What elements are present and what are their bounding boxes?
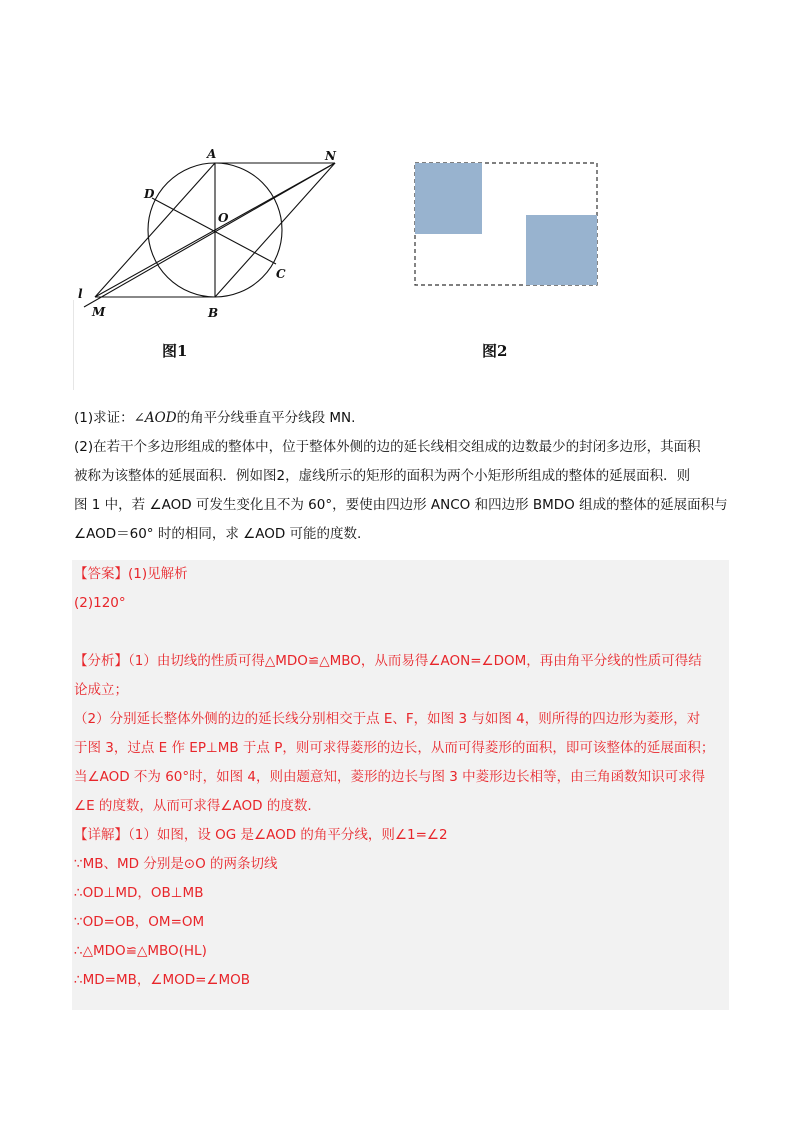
detail-line-2: ∵MB、MD 分别是⊙O 的两条切线: [74, 856, 278, 872]
label-c: C: [276, 267, 286, 281]
q1-suffix: 的角平分线垂直平分线段 MN.: [176, 410, 356, 426]
analysis-line-4: 于图 3，过点 E 作 EP⊥MB 于点 P，则可求得菱形的边长，从而可得菱形的面积，即可该整体的延展面积；: [74, 740, 715, 756]
label-a: A: [207, 147, 217, 161]
analysis-line-1: 【分析】（1）由切线的性质可得△MDO≌△MBO，从而易得∠AON=∠DOM，再由角平分线的性质可得结: [74, 653, 702, 669]
figure-1-caption: 图1: [162, 342, 188, 360]
square-bottom-right: [526, 215, 597, 285]
label-m: M: [92, 305, 106, 319]
detail-line-4: ∵OD=OB，OM=OM: [74, 914, 205, 930]
detail-line-6: ∴MD=MB，∠MOD=∠MOB: [74, 972, 251, 988]
label-b: B: [208, 306, 219, 320]
label-n: N: [325, 149, 336, 163]
analysis-line-3: （2）分别延长整体外侧的边的延长线分别相交于点 E、F，如图 3 与如图 4，则所得的四边形为菱形，对: [74, 711, 701, 727]
figure-2-caption: 图2: [482, 342, 508, 360]
q1-prefix: (1)求证：: [74, 410, 134, 426]
answer-line-1: 【答案】(1)见解析: [74, 566, 188, 582]
label-d: D: [144, 187, 155, 201]
question-part-1: [74, 404, 730, 433]
detail-line-1: 【详解】（1）如图，设 OG 是∠AOD 的角平分线，则∠1=∠2: [74, 827, 448, 843]
label-o: O: [218, 211, 229, 225]
analysis-line-6: ∠E 的度数，从而可求得∠AOD 的度数.: [74, 798, 312, 814]
analysis-line-5: 当∠AOD 不为 60°时，如图 4，则由题意知，菱形的边长与图 3 中菱形边长相等，由三角函数知识可求得: [74, 769, 706, 785]
answer-section: [72, 560, 729, 1010]
margin-rule: [73, 300, 74, 390]
question-part-2-line-2: 被称为该整体的延展面积．例如图2，虚线所示的矩形的面积为两个小矩形所组成的整体的延展面积．则: [74, 468, 691, 484]
figure-1-diagram: [70, 140, 370, 330]
square-top-left: [415, 163, 482, 234]
segment-nb-side: [215, 163, 335, 297]
detail-line-5: ∴△MDO≌△MBO(HL): [74, 943, 207, 959]
answer-line-2: (2)120°: [74, 595, 126, 611]
analysis-line-2: 论成立；: [74, 682, 128, 698]
q1-angle: ∠AOD: [133, 410, 177, 426]
detail-line-3: ∴OD⊥MD，OB⊥MB: [74, 885, 204, 901]
question-part-2-line-3: 图 1 中，若 ∠AOD 可发生变化且不为 60°，要使由四边形 ANCO 和四边形 BMDO 组成的整体的延展面积与: [74, 497, 728, 513]
segment-ma: [95, 163, 215, 297]
question-text: [74, 404, 730, 549]
figure-2-diagram: [410, 158, 602, 292]
question-part-2-line-4: ∠AOD＝60° 时的相同，求 ∠AOD 可能的度数.: [74, 526, 362, 542]
label-l: l: [78, 287, 83, 301]
question-part-2-line-1: (2)在若干个多边形组成的整体中，位于整体外侧的边的延长线相交组成的边数最少的封闭多边形，其面积: [74, 439, 701, 455]
